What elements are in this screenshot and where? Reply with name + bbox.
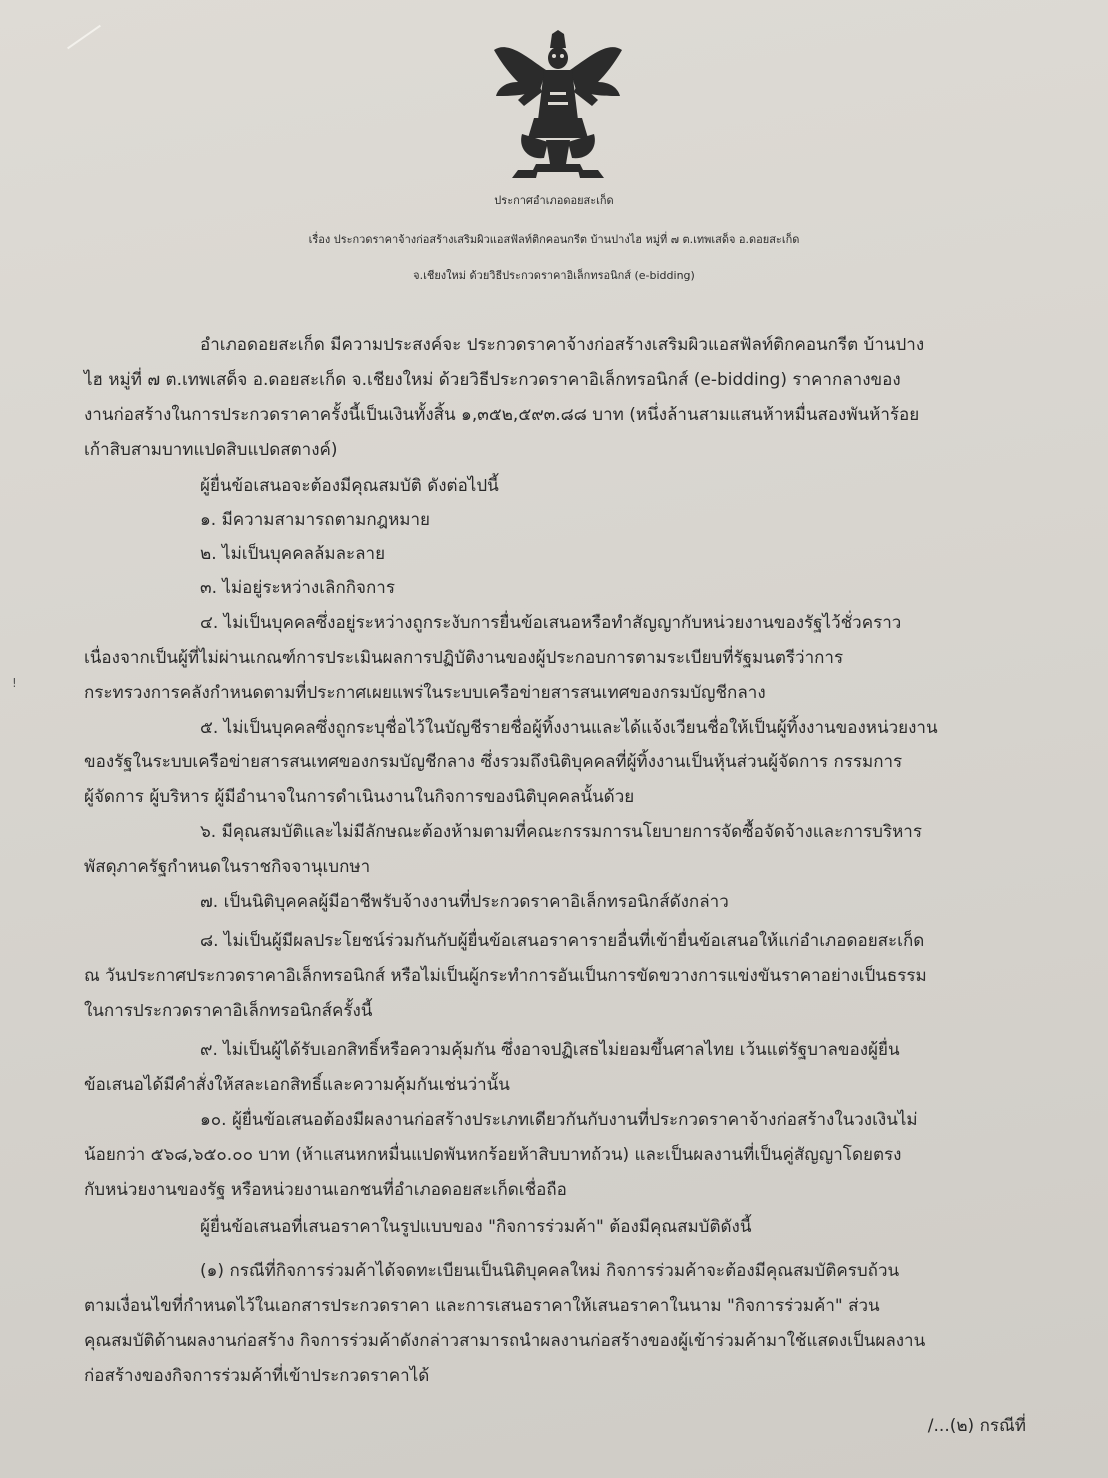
body-line: ผู้ยื่นข้อเสนอจะต้องมีคุณสมบัติ ดังต่อไปนี้ bbox=[200, 476, 499, 496]
body-line: ผู้ยื่นข้อเสนอที่เสนอราคาในรูปแบบของ "กิจการร่วมค้า" ต้องมีคุณสมบัติดังนี้ bbox=[200, 1217, 752, 1237]
body-line: ตามเงื่อนไขที่กำหนดไว้ในเอกสารประกวดราคา และการเสนอราคาให้เสนอราคาในนาม "กิจการร่วมค้า" ส่วน bbox=[84, 1296, 880, 1316]
body-line: งานก่อสร้างในการประกวดราคาครั้งนี้เป็นเงินทั้งสิ้น ๑,๓๕๒,๕๙๓.๘๘ บาท (หนึ่งล้านสามแสนห้าหมื่นสองพันห้าร้อย bbox=[84, 405, 920, 425]
body-line: ผู้จัดการ ผู้บริหาร ผู้มีอำนาจในการดำเนินงานในกิจการของนิติบุคคลนั้นด้วย bbox=[84, 787, 635, 807]
body-line: ก่อสร้างของกิจการร่วมค้าที่เข้าประกวดราคาได้ bbox=[84, 1366, 430, 1386]
body-line: คุณสมบัติด้านผลงานก่อสร้าง กิจการร่วมค้าดังกล่าวสามารถนำผลงานก่อสร้างของผู้เข้าร่วมค้ามาใช้แสดงเป็นผลงาน bbox=[84, 1331, 926, 1351]
body-line: ไฮ หมู่ที่ ๗ ต.เทพเสด็จ อ.ดอยสะเก็ด จ.เชียงใหม่ ด้วยวิธีประกวดราคาอิเล็กทรอนิกส์ (e-bidding) ราคากลางของ bbox=[84, 370, 901, 390]
body-line: ๔. ไม่เป็นบุคคลซึ่งอยู่ระหว่างถูกระงับการยื่นข้อเสนอหรือทำสัญญากับหน่วยงานของรัฐไว้ชั่วคราว bbox=[200, 613, 902, 633]
announcement-subject-line-2: จ.เชียงใหม่ ด้วยวิธีประกวดราคาอิเล็กทรอนิกส์ (e-bidding) bbox=[413, 269, 695, 282]
body-line: ๗. เป็นนิติบุคคลผู้มีอาชีพรับจ้างงานที่ประกวดราคาอิเล็กทรอนิกส์ดังกล่าว bbox=[200, 892, 729, 912]
page-continuation: /...(๒) กรณีที่ bbox=[927, 1416, 1026, 1436]
body-line: ๑. มีความสามารถตามกฎหมาย bbox=[200, 510, 430, 530]
body-line: ของรัฐในระบบเครือข่ายสารสนเทศของกรมบัญชีกลาง ซึ่งรวมถึงนิติบุคคลที่ผู้ทิ้งงานเป็นหุ้นส่วนผู้จัดการ กรรมการ bbox=[84, 752, 903, 772]
body-line: ๙. ไม่เป็นผู้ได้รับเอกสิทธิ์หรือความคุ้มกัน ซึ่งอาจปฏิเสธไม่ยอมขึ้นศาลไทย เว้นแต่รัฐบาลของผู้ยื่น bbox=[200, 1040, 900, 1060]
body-line: ๖. มีคุณสมบัติและไม่มีลักษณะต้องห้ามตามที่คณะกรรมการนโยบายการจัดซื้อจัดจ้างและการบริหาร bbox=[200, 822, 922, 842]
garuda-emblem-icon bbox=[488, 30, 628, 180]
body-line: น้อยกว่า ๕๖๘,๖๕๐.๐๐ บาท (ห้าแสนหกหมื่นแปดพันหกร้อยห้าสิบบาทถ้วน) และเป็นผลงานที่เป็นคู่สัญญาโดยตรง bbox=[84, 1145, 902, 1165]
announcement-subject-line-1: เรื่อง ประกวดราคาจ้างก่อสร้างเสริมผิวแอสฟัลท์ติกคอนกรีต บ้านปางไฮ หมู่ที่ ๗ ต.เทพเสด็จ อ.ดอยสะเก็ด bbox=[308, 233, 800, 246]
body-line: ๒. ไม่เป็นบุคคลล้มละลาย bbox=[200, 544, 386, 564]
body-line: ๓. ไม่อยู่ระหว่างเลิกกิจการ bbox=[200, 578, 395, 598]
body-line: กับหน่วยงานของรัฐ หรือหน่วยงานเอกชนที่อำเภอดอยสะเก็ดเชื่อถือ bbox=[84, 1180, 567, 1200]
body-line: กระทรวงการคลังกำหนดตามที่ประกาศเผยแพร่ในระบบเครือข่ายสารสนเทศของกรมบัญชีกลาง bbox=[84, 683, 766, 703]
announcement-office: ประกาศอำเภอดอยสะเก็ด bbox=[494, 194, 614, 207]
body-line: ๑๐. ผู้ยื่นข้อเสนอต้องมีผลงานก่อสร้างประเภทเดียวกันกับงานที่ประกวดราคาจ้างก่อสร้างในวงเงินไม่ bbox=[200, 1110, 918, 1130]
body-line: ณ วันประกาศประกวดราคาอิเล็กทรอนิกส์ หรือไม่เป็นผู้กระทำการอันเป็นการขัดขวางการแข่งขันราคาอย่างเป็นธรรม bbox=[84, 966, 927, 986]
paper-crease bbox=[67, 25, 101, 50]
body-line: เก้าสิบสามบาทแปดสิบแปดสตางค์) bbox=[84, 440, 338, 460]
body-line: ในการประกวดราคาอิเล็กทรอนิกส์ครั้งนี้ bbox=[84, 1001, 373, 1021]
body-line: ๕. ไม่เป็นบุคคลซึ่งถูกระบุชื่อไว้ในบัญชีรายชื่อผู้ทิ้งงานและได้แจ้งเวียนชื่อให้เป็นผู้ทิ้งงานของหน่วยงาน bbox=[200, 718, 938, 738]
body-line: (๑) กรณีที่กิจการร่วมค้าได้จดทะเบียนเป็นนิติบุคคลใหม่ กิจการร่วมค้าจะต้องมีคุณสมบัติครบถ้วน bbox=[200, 1261, 900, 1281]
margin-mark: ! bbox=[12, 676, 17, 690]
body-line: เนื่องจากเป็นผู้ที่ไม่ผ่านเกณฑ์การประเมินผลการปฏิบัติงานของผู้ประกอบการตามระเบียบที่รัฐมนตรีว่าการ bbox=[84, 648, 844, 668]
body-line: ข้อเสนอได้มีคำสั่งให้สละเอกสิทธิ์และความคุ้มกันเช่นว่านั้น bbox=[84, 1075, 510, 1095]
body-line: อำเภอดอยสะเก็ด มีความประสงค์จะ ประกวดราคาจ้างก่อสร้างเสริมผิวแอสฟัลท์ติกคอนกรีต บ้านปาง bbox=[200, 335, 925, 355]
body-line: ๘. ไม่เป็นผู้มีผลประโยชน์ร่วมกันกับผู้ยื่นข้อเสนอราคารายอื่นที่เข้ายื่นข้อเสนอให้แก่อำเภอดอยสะเก็ด bbox=[200, 931, 925, 951]
body-line: พัสดุภาครัฐกำหนดในราชกิจจานุเบกษา bbox=[84, 857, 371, 877]
